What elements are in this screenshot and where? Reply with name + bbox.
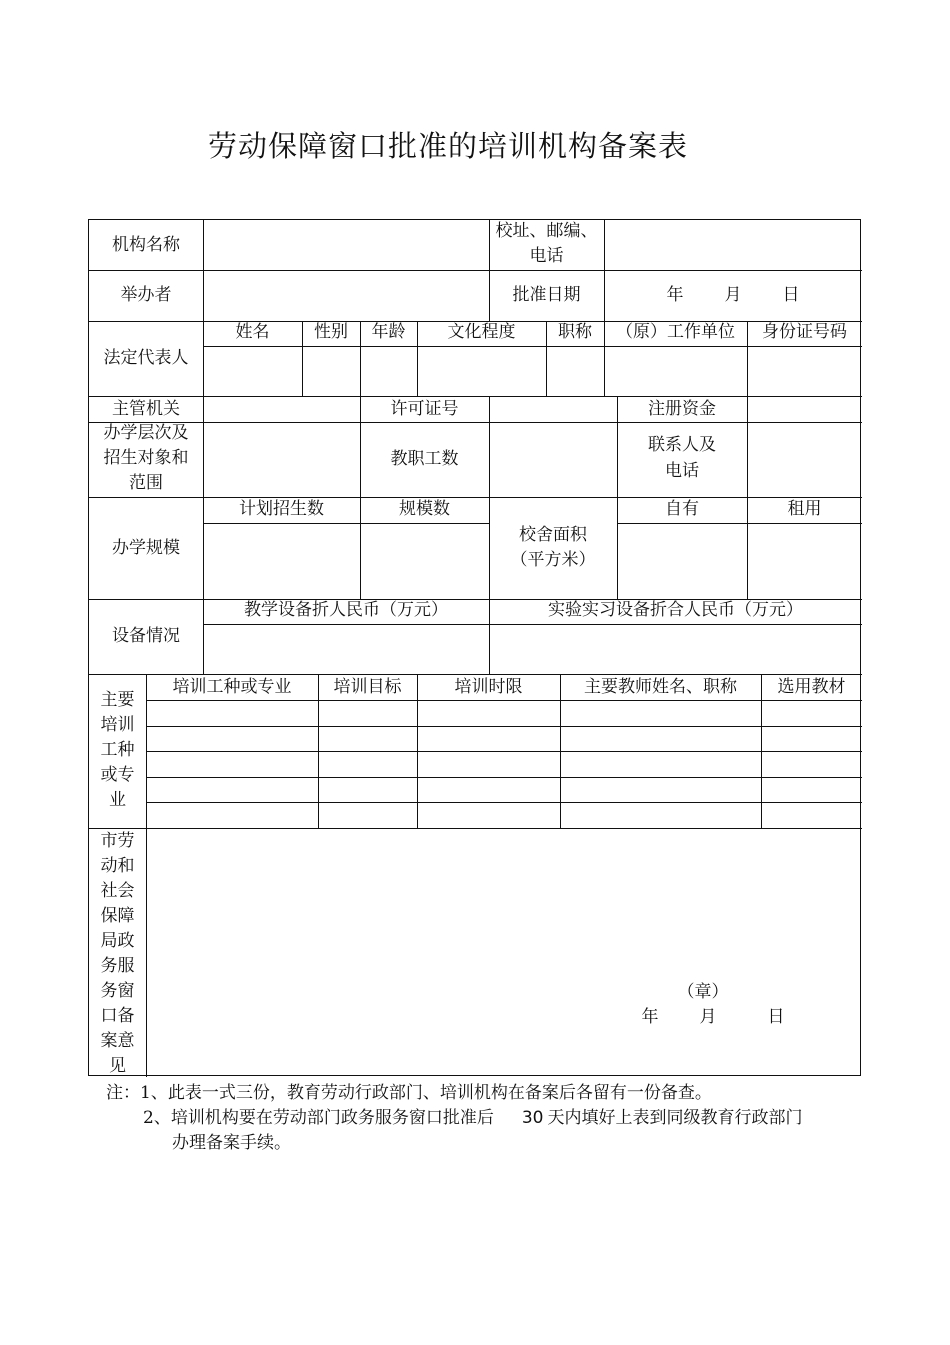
training-label: 主要 培训 工种 或专 业	[100, 690, 135, 810]
row-divider	[203, 523, 490, 524]
date-year-label: 年	[666, 285, 684, 305]
legal-rep-col-gender: 性别	[314, 322, 348, 342]
note-1-text: 1、此表一式三份，教育劳动行政部门、培训机构在备案后各留有一份备查。	[140, 1083, 712, 1103]
row-divider	[146, 751, 862, 752]
row-divider	[203, 624, 862, 625]
teaching-equipment-label: 教学设备折人民币（万元）	[244, 600, 448, 620]
authority-label: 主管机关	[112, 398, 180, 419]
note-2-days: 30	[521, 1108, 544, 1128]
training-col-textbook: 选用教材	[777, 676, 846, 697]
note-2	[143, 1105, 802, 1132]
approval-date-label: 批准日期	[512, 285, 581, 305]
scale-label: 办学规模	[112, 537, 180, 558]
capital-label: 注册资金	[648, 398, 716, 419]
row-divider	[146, 726, 862, 727]
lab-equipment-label: 实验实习设备折合人民币（万元）	[548, 600, 803, 620]
training-col-specialty: 培训工种或专业	[172, 676, 292, 697]
scale-count-label: 规模数	[399, 499, 450, 519]
training-col-teachers: 主要教师姓名、职称	[584, 676, 737, 697]
col-divider	[747, 422, 748, 497]
date-day-label: 日	[782, 285, 800, 305]
address-label-line2: 电话	[529, 246, 564, 266]
training-col-duration: 培训时限	[454, 676, 523, 697]
note-2-text-a: 2、培训机构要在劳动部门政务服务窗口批准后	[143, 1108, 494, 1128]
col-divider	[489, 396, 490, 497]
building-area-label-line2: （平方米）	[510, 549, 596, 570]
legal-rep-col-id: 身份证号码	[762, 322, 847, 342]
owned-label: 自有	[665, 499, 699, 519]
sponsor-label: 举办者	[120, 285, 172, 305]
license-label: 许可证号	[390, 398, 459, 419]
note-1	[106, 1080, 712, 1107]
contact-label-line1: 联系人及	[648, 434, 716, 455]
equipment-label: 设备情况	[112, 626, 180, 646]
level-label-line1: 办学层次及	[103, 423, 189, 443]
planned-enrollment-label: 计划招生数	[239, 499, 324, 519]
address-field[interactable]	[604, 220, 862, 270]
filing-form-table	[88, 219, 861, 1076]
org-name-label: 机构名称	[112, 234, 180, 255]
legal-rep-col-age: 年龄	[371, 322, 406, 342]
col-divider	[747, 396, 748, 422]
opinion-month-label: 月	[699, 1006, 717, 1027]
level-label-line2: 招生对象和	[103, 448, 189, 468]
opinion-label: 市劳 动和 社会 保障 局政 务服 务窗 口备 案意 见	[100, 831, 135, 1076]
address-label-line1: 校址、邮编、	[495, 221, 598, 241]
note-2-cont	[172, 1130, 291, 1157]
opinion-day-label: 日	[767, 1006, 785, 1027]
legal-rep-col-name: 姓名	[235, 322, 270, 342]
note-2-text-c: 办理备案手续。	[172, 1133, 291, 1153]
row-divider	[146, 700, 862, 701]
sponsor-field[interactable]	[203, 270, 489, 321]
date-month-label: 月	[724, 285, 742, 305]
row-divider	[146, 777, 862, 778]
legal-rep-col-employer: （原）工作单位	[616, 322, 735, 342]
staff-count-label: 教职工数	[390, 449, 459, 469]
page-title: 劳动保障窗口批准的培训机构备案表	[207, 129, 688, 163]
legal-rep-col-title: 职称	[558, 322, 592, 342]
opinion-year-label: 年	[641, 1006, 659, 1027]
opinion-field[interactable]	[146, 828, 862, 1077]
org-name-field[interactable]	[203, 220, 489, 270]
row-divider	[146, 802, 862, 803]
row-divider	[617, 523, 862, 524]
contact-label-line2: 电话	[665, 460, 699, 481]
legal-rep-label: 法定代表人	[103, 348, 189, 368]
rented-label: 租用	[787, 499, 822, 519]
seal-label: （章）	[677, 981, 729, 1002]
building-area-label-line1: 校舍面积	[519, 524, 587, 545]
training-col-goal: 培训目标	[333, 676, 402, 697]
legal-rep-col-education: 文化程度	[447, 322, 516, 342]
level-label-line3: 范围	[129, 473, 163, 493]
note-prefix: 注：	[106, 1083, 140, 1103]
note-2-text-b: 天内填好上表到同级教育行政部门	[547, 1108, 803, 1128]
